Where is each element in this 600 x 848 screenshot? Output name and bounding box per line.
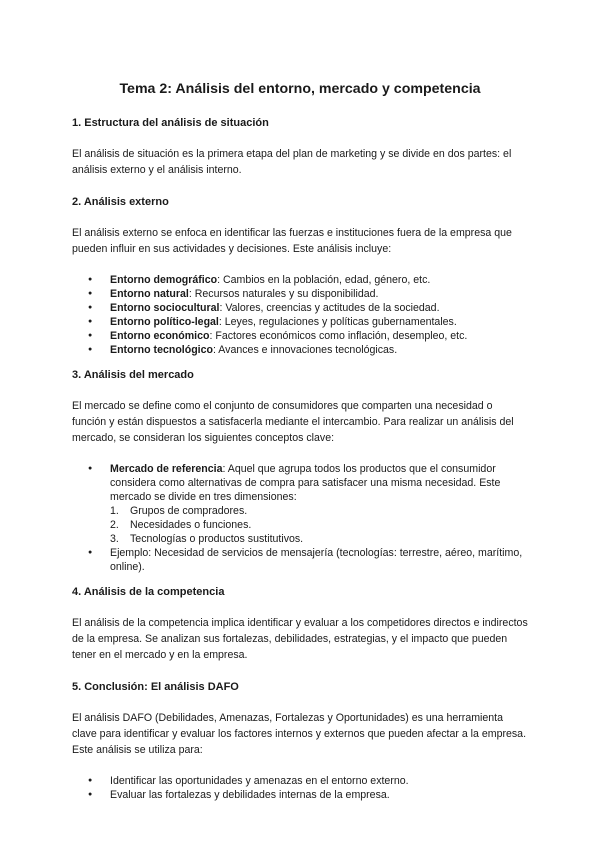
section-1-heading: 1. Estructura del análisis de situación	[72, 117, 269, 129]
list-item: ● Entorno político-legal: Leyes, regulaciones y políticas gubernamentales.	[72, 315, 528, 329]
section-4-text: El análisis de la competencia implica identificar y evaluar a los competidores directos e indirectos de la empresa. Se analizan sus fortalezas, debilidades, estrategias, y el impacto que pueden tener en el mercado y en la empresa.	[72, 617, 528, 661]
list-item: 2. Necesidades o funciones.	[110, 519, 252, 531]
list-item: ● Entorno sociocultural: Valores, creencias y actitudes de la sociedad.	[72, 301, 528, 315]
section-5-heading: 5. Conclusión: El análisis DAFO	[72, 681, 239, 693]
list-item: ● Entorno demográfico: Cambios en la población, edad, género, etc.	[72, 273, 528, 287]
section-4-heading: 4. Análisis de la competencia	[72, 586, 225, 598]
section-2-heading: 2. Análisis externo	[72, 196, 169, 208]
document-page	[72, 80, 528, 802]
section-1-text: El análisis de situación es la primera etapa del plan de marketing y se divide en dos partes: el análisis externo y el análisis interno.	[72, 148, 512, 176]
list-item-reference-market: ● Mercado de referencia: Aquel que agrupa todos los productos que el consumidor considera como alternativas de compra para satisfacer una misma necesidad. Este mercado se divide en tres dimensiones: 1. Grupos de compradores. 2. Necesidades o funciones. 3. Tecnologías o productos sustitutivos.	[72, 462, 528, 546]
market-concepts-list	[72, 462, 528, 574]
list-item: 1. Grupos de compradores.	[110, 505, 248, 517]
section-5-text: El análisis DAFO (Debilidades, Amenazas, Fortalezas y Oportunidades) es una herramienta clave para identificar y evaluar los factores internos y externos que pueden afectar a la empresa. Este análisis se utiliza para:	[72, 712, 527, 756]
section-3-text: El mercado se define como el conjunto de consumidores que comparten una necesidad o función y están dispuestos a satisfacerla mediante el intercambio. Para realizar un análisis del mercado, se consideran los siguientes conceptos clave:	[72, 400, 514, 444]
document-title: Tema 2: Análisis del entorno, mercado y competencia	[119, 81, 481, 97]
list-item: ● Evaluar las fortalezas y debilidades internas de la empresa.	[72, 788, 528, 802]
section-2-text: El análisis externo se enfoca en identificar las fuerzas e instituciones fuera de la empresa que pueden influir en sus actividades y decisiones. Este análisis incluye:	[72, 227, 512, 255]
list-item: ● Entorno natural: Recursos naturales y su disponibilidad.	[72, 287, 528, 301]
list-item: ● Entorno económico: Factores económicos como inflación, desempleo, etc.	[72, 329, 528, 343]
section-3-heading: 3. Análisis del mercado	[72, 369, 194, 381]
dafo-uses-list	[72, 774, 528, 802]
list-item: 3. Tecnologías o productos sustitutivos.	[110, 533, 304, 545]
list-item-example: ● Ejemplo: Necesidad de servicios de mensajería (tecnologías: terrestre, aéreo, marítimo, online).	[72, 546, 528, 574]
list-item: ● Identificar las oportunidades y amenazas en el entorno externo.	[72, 774, 528, 788]
list-item: ● Entorno tecnológico: Avances e innovaciones tecnológicas.	[72, 343, 528, 357]
dimensions-list	[110, 504, 528, 546]
external-factors-list	[72, 273, 528, 357]
